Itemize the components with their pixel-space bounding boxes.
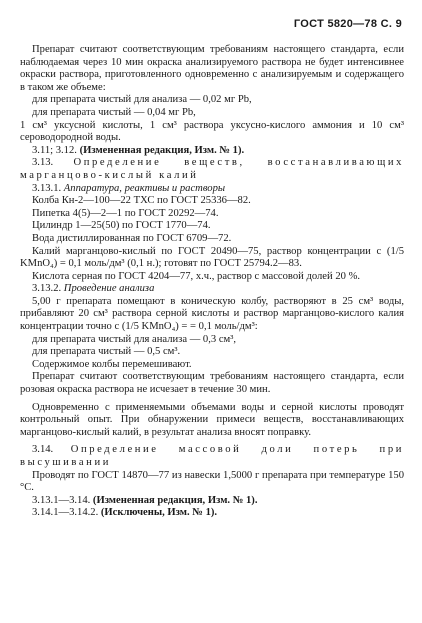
subsection-heading-3-13-1: 3.13.1. Аппаратура, реактивы и растворы	[32, 182, 226, 194]
equipment-cylinder: Цилиндр 1—25(50) по ГОСТ 1770—74.	[32, 220, 211, 232]
section-heading-3-13: 3.13. Определение веществ, восстанавливающих марганцово-кислый калий	[20, 157, 404, 181]
list-item-volume-pure: для препарата чистый — 0,5 см³.	[32, 346, 181, 358]
amendment-note-3-14-1: 3.14.1—3.14.2. (Исключены, Изм. № 1).	[32, 507, 218, 519]
section-heading-3-14: 3.14. Определение массовой доли потерь при высушивании	[20, 444, 404, 468]
reagent-permanganate: Калий марганцово-кислый по ГОСТ 20490—75, раствор концентрации с (1/5 KMnO₄) = 0,1 моль/дм³ (0,1 н.); готовят по ГОСТ 25794.2—83.	[20, 245, 404, 270]
paragraph-control-test: Одновременно с применяемыми объемами воды и серной кислоты проводят контрольный опыт. При обнаружении примеси веществ, восстанавливающих марганцово-кислый калий, в результат анализа вносят поправку.	[20, 401, 404, 438]
reagent-water: Вода дистиллированная по ГОСТ 6709—72.	[32, 232, 232, 244]
paragraph-result: Препарат считают соответствующим требованиям настоящего стандарта, если розовая окраска раствора не исчезает в течение 30 мин.	[20, 371, 404, 396]
amendment-note-3-13-1: 3.13.1—3.14. (Измененная редакция, Изм. № 1).	[32, 494, 258, 506]
equipment-pipette: Пипетка 4(5)—2—1 по ГОСТ 20292—74.	[32, 207, 219, 219]
list-item-volume-analysis: для препарата чистый для анализа — 0,3 см³,	[32, 333, 237, 345]
paragraph-reagents-volume: 1 см³ уксусной кислоты, 1 см³ раствора уксусно-кислого аммония и 10 см³ сероводородной воды.	[20, 119, 404, 144]
reagent-sulfuric-acid: Кислота серная по ГОСТ 4204—77, х.ч., раствор с массовой долей 20 %.	[32, 270, 361, 282]
paragraph-procedure: 5,00 г препарата помещают в коническую колбу, растворяют в 25 см³ воды, прибавляют 20 см³ раствора серной кислоты и раствор марганцово-кислого калия концентрации точно с (1/5 KMnO₄) = = 0,1 моль/дм³:	[20, 295, 404, 333]
list-item-pure: для препарата чистый — 0,04 мг Pb,	[32, 106, 196, 118]
paragraph-drying: Проводят по ГОСТ 14870—77 из навески 1,5000 г препарата при температуре 150 °С.	[20, 469, 404, 494]
list-item-pure-for-analysis: для препарата чистый для анализа — 0,02 мг Pb,	[32, 94, 252, 106]
paragraph-requirements: Препарат считают соответствующим требованиям настоящего стандарта, если наблюдаемая через 10 мин окраска анализируемого раствора не будет интенсивнее окраски раствора, приготовленного одновременно с анализируемым и содержащего в таком же объеме:	[20, 44, 404, 93]
equipment-flask: Колба Кн-2—100—22 ТХС по ГОСТ 25336—82.	[32, 195, 251, 207]
subsection-heading-3-13-2: 3.13.2. Проведение анализа	[32, 283, 155, 295]
page-header: ГОСТ 5820—78 С. 9	[293, 18, 402, 30]
document-body	[20, 44, 404, 520]
amendment-note-3-11: 3.11; 3.12. (Измененная редакция, Изм. № 1).	[32, 144, 245, 156]
paragraph-mixing: Содержимое колбы перемешивают.	[32, 358, 192, 370]
